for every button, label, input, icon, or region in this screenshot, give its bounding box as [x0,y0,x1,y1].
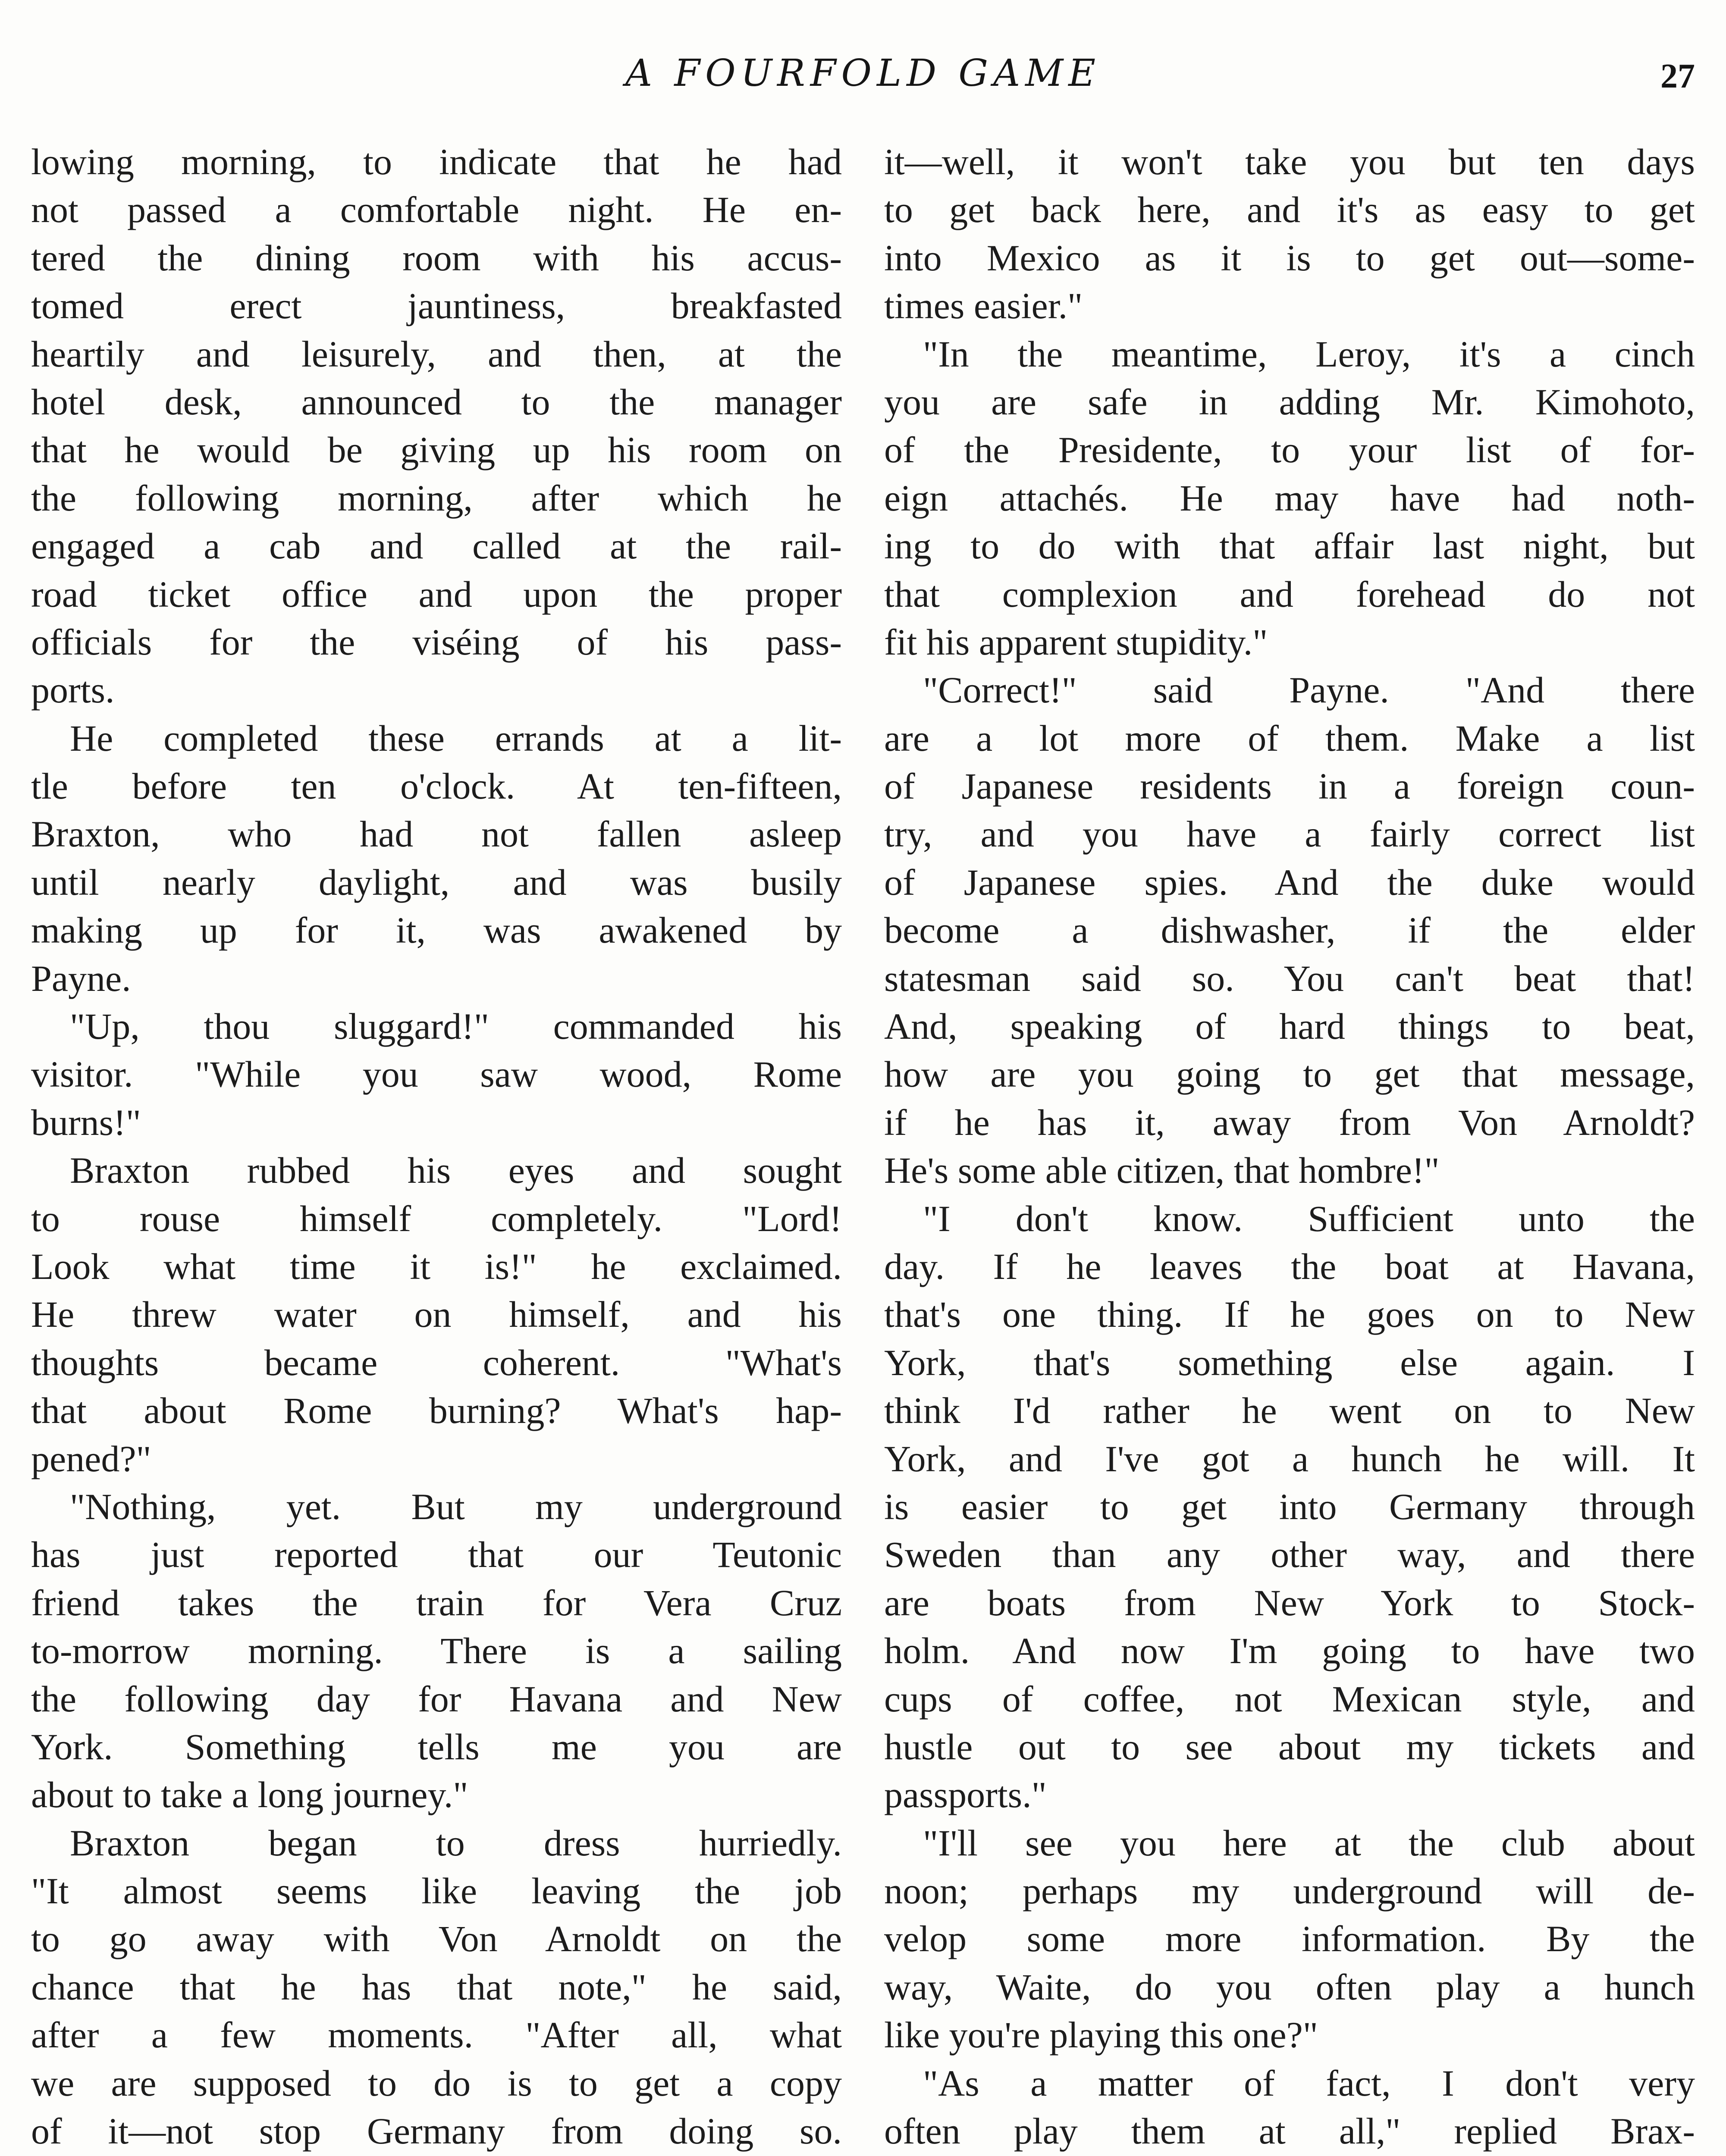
text-line: it—well, it won't take you but ten days [884,141,1695,182]
text-line: about to take a long journey." [31,1774,468,1816]
text-line: to-morrow morning. There is a sailing [31,1630,842,1672]
right-column [884,138,1695,2156]
text-line: velop some more information. By the [884,1918,1695,1960]
text-line: that's one thing. If he goes on to New [884,1294,1695,1335]
text-line: "I'll see you here at the club about [923,1822,1695,1864]
text-line: heartily and leisurely, and then, at the [31,333,842,375]
text-line: the following day for Havana and New [31,1678,842,1720]
text-line: "It almost seems like leaving the job [31,1870,842,1912]
text-line: of the Presidente, to your list of for- [884,429,1695,471]
text-line: Braxton began to dress hurriedly. [70,1822,842,1864]
text-line: holm. And now I'm going to have two [884,1630,1695,1672]
text-line: is easier to get into Germany through [884,1485,1695,1527]
text-line: hustle out to see about my tickets and [884,1726,1695,1767]
text-line: "Nothing, yet. But my underground [70,1485,842,1527]
text-line: York, and I've got a hunch he will. It [884,1438,1695,1479]
text-line: Sweden than any other way, and there [884,1534,1695,1576]
text-line: chance that he has that note," he said, [31,1966,842,2008]
text-line: visitor. "While you saw wood, Rome [31,1053,842,1095]
text-line: of Japanese residents in a foreign coun- [884,765,1695,807]
text-line: that complexion and forehead do not [884,573,1695,615]
text-line: you are safe in adding Mr. Kimohoto, [884,381,1695,423]
text-line: ports. [31,669,115,711]
text-line: cups of coffee, not Mexican style, and [884,1678,1695,1720]
running-header [0,52,1726,108]
text-line: "I don't know. Sufficient unto the [923,1197,1695,1239]
left-column [31,138,842,2156]
text-line: the following morning, after which he [31,477,842,519]
text-line: thoughts became coherent. "What's [31,1341,842,1383]
text-line: eign attachés. He may have had noth- [884,477,1695,519]
text-line: are boats from New York to Stock- [884,1582,1695,1623]
text-line: pened?" [31,1438,151,1479]
text-line: we are supposed to do is to get a copy [31,2062,842,2104]
text-line: to go away with Von Arnoldt on the [31,1918,842,1960]
text-line: "Up, thou sluggard!" commanded his [70,1006,842,1047]
text-line: Payne. [31,957,131,999]
text-line: how are you going to get that message, [884,1053,1695,1095]
text-line: He's some able citizen, that hombre!" [884,1150,1440,1191]
text-line: "In the meantime, Leroy, it's a cinch [923,333,1695,375]
text-line: day. If he leaves the boat at Havana, [884,1245,1695,1287]
text-line: officials for the viséing of his pass- [31,621,842,663]
text-line: into Mexico as it is to get out—some- [884,237,1695,279]
text-line: He completed these errands at a lit- [70,717,842,759]
text-line: And, speaking of hard things to beat, [884,1006,1695,1047]
text-line: burns!" [31,1101,141,1143]
text-line: to get back here, and it's as easy to get [884,189,1695,231]
text-line: road ticket office and upon the proper [31,573,842,615]
text-line: tle before ten o'clock. At ten-fifteen, [31,765,842,807]
text-line: "Correct!" said Payne. "And there [923,669,1695,711]
text-line: way, Waite, do you often play a hunch [884,1966,1695,2008]
text-line: until nearly daylight, and was busily [31,861,842,903]
text-line: ing to do with that affair last night, but [884,525,1695,567]
text-line: after a few moments. "After all, what [31,2014,842,2056]
text-line: making up for it, was awakened by [31,909,842,951]
text-line: Look what time it is!" he exclaimed. [31,1245,842,1287]
text-line: "As a matter of fact, I don't very [923,2062,1695,2104]
text-line: Braxton, who had not fallen asleep [31,813,842,855]
text-line: try, and you have a fairly correct list [884,813,1695,855]
text-line: of it—not stop Germany from doing so. [31,2110,842,2152]
text-line: fit his apparent stupidity." [884,621,1268,663]
text-line: to rouse himself completely. "Lord! [31,1197,842,1239]
text-line: not passed a comfortable night. He en- [31,189,842,231]
text-line: friend takes the train for Vera Cruz [31,1582,842,1623]
text-line: lowing morning, to indicate that he had [31,141,842,182]
running-title: A FOURFOLD GAME [625,52,1101,95]
text-line: has just reported that our Teutonic [31,1534,842,1576]
text-line: like you're playing this one?" [884,2014,1318,2056]
text-line: engaged a cab and called at the rail- [31,525,842,567]
text-line: passports." [884,1774,1047,1816]
text-line: that about Rome burning? What's hap- [31,1390,842,1432]
text-line: noon; perhaps my underground will de- [884,1870,1695,1912]
text-line: that he would be giving up his room on [31,429,842,471]
text-line: of Japanese spies. And the duke would [884,861,1695,903]
text-line: become a dishwasher, if the elder [884,909,1695,951]
text-line: times easier." [884,285,1083,327]
text-line: if he has it, away from Von Arnoldt? [884,1101,1695,1143]
text-line: York, that's something else again. I [884,1341,1695,1383]
text-line: Braxton rubbed his eyes and sought [70,1150,842,1191]
text-line: tomed erect jauntiness, breakfasted [31,285,842,327]
text-line: think I'd rather he went on to New [884,1390,1695,1432]
text-line: York. Something tells me you are [31,1726,842,1767]
text-line: often play them at all," replied Brax- [884,2110,1695,2152]
text-line: hotel desk, announced to the manager [31,381,842,423]
text-line: are a lot more of them. Make a list [884,717,1695,759]
page-number: 27 [1660,57,1695,95]
text-line: statesman said so. You can't beat that! [884,957,1695,999]
text-line: He threw water on himself, and his [31,1294,842,1335]
text-line: tered the dining room with his accus- [31,237,842,279]
